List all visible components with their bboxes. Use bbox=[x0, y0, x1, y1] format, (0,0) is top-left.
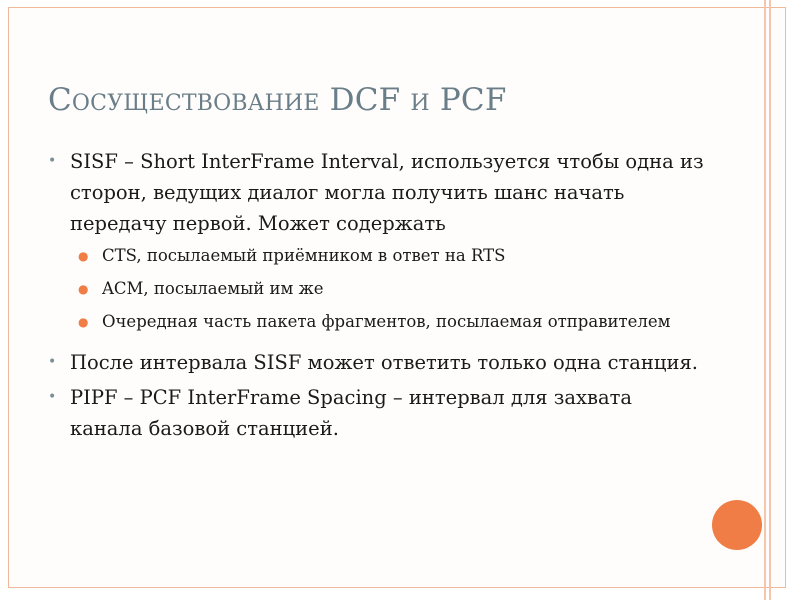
sub-bullet-item bbox=[48, 276, 708, 302]
sub-bullet-marker: ● bbox=[78, 315, 89, 329]
sub-bullet-text: CTS, посылаемый приёмником в ответ на RTS bbox=[102, 246, 506, 265]
sub-bullet-text: ACM, посылаемый им же bbox=[102, 279, 324, 298]
bullet-text: PIPF – PCF InterFrame Spacing – интервал для захвата канала базовой станцией. bbox=[70, 386, 633, 440]
bullet-text: После интервала SISF может ответить только одна станция. bbox=[70, 351, 698, 374]
bullet-item bbox=[48, 146, 708, 239]
slide-title: Сосуществование DCF и PCF bbox=[48, 82, 507, 118]
accent-circle bbox=[712, 500, 762, 550]
bullet-text: SISF – Short InterFrame Interval, используется чтобы одна из сторон, ведущих диалог могла получить шанс начать передачу первой. Может содержать bbox=[70, 150, 704, 235]
sub-bullet-list bbox=[48, 243, 708, 335]
decorative-rule bbox=[769, 0, 771, 600]
sub-bullet-item bbox=[48, 243, 708, 269]
sub-bullet-text: Очередная часть пакета фрагментов, посылаемая отправителем bbox=[102, 312, 671, 331]
bullet-item bbox=[48, 382, 708, 444]
decorative-rule bbox=[764, 0, 766, 600]
bullet-marker: • bbox=[48, 389, 57, 405]
bullet-marker: • bbox=[48, 153, 57, 169]
bullet-item bbox=[48, 347, 708, 378]
slide-content bbox=[48, 146, 708, 448]
sub-bullet-item bbox=[48, 309, 708, 335]
sub-bullet-marker: ● bbox=[78, 282, 89, 296]
sub-bullet-marker: ● bbox=[78, 249, 89, 263]
bullet-marker: • bbox=[48, 354, 57, 370]
